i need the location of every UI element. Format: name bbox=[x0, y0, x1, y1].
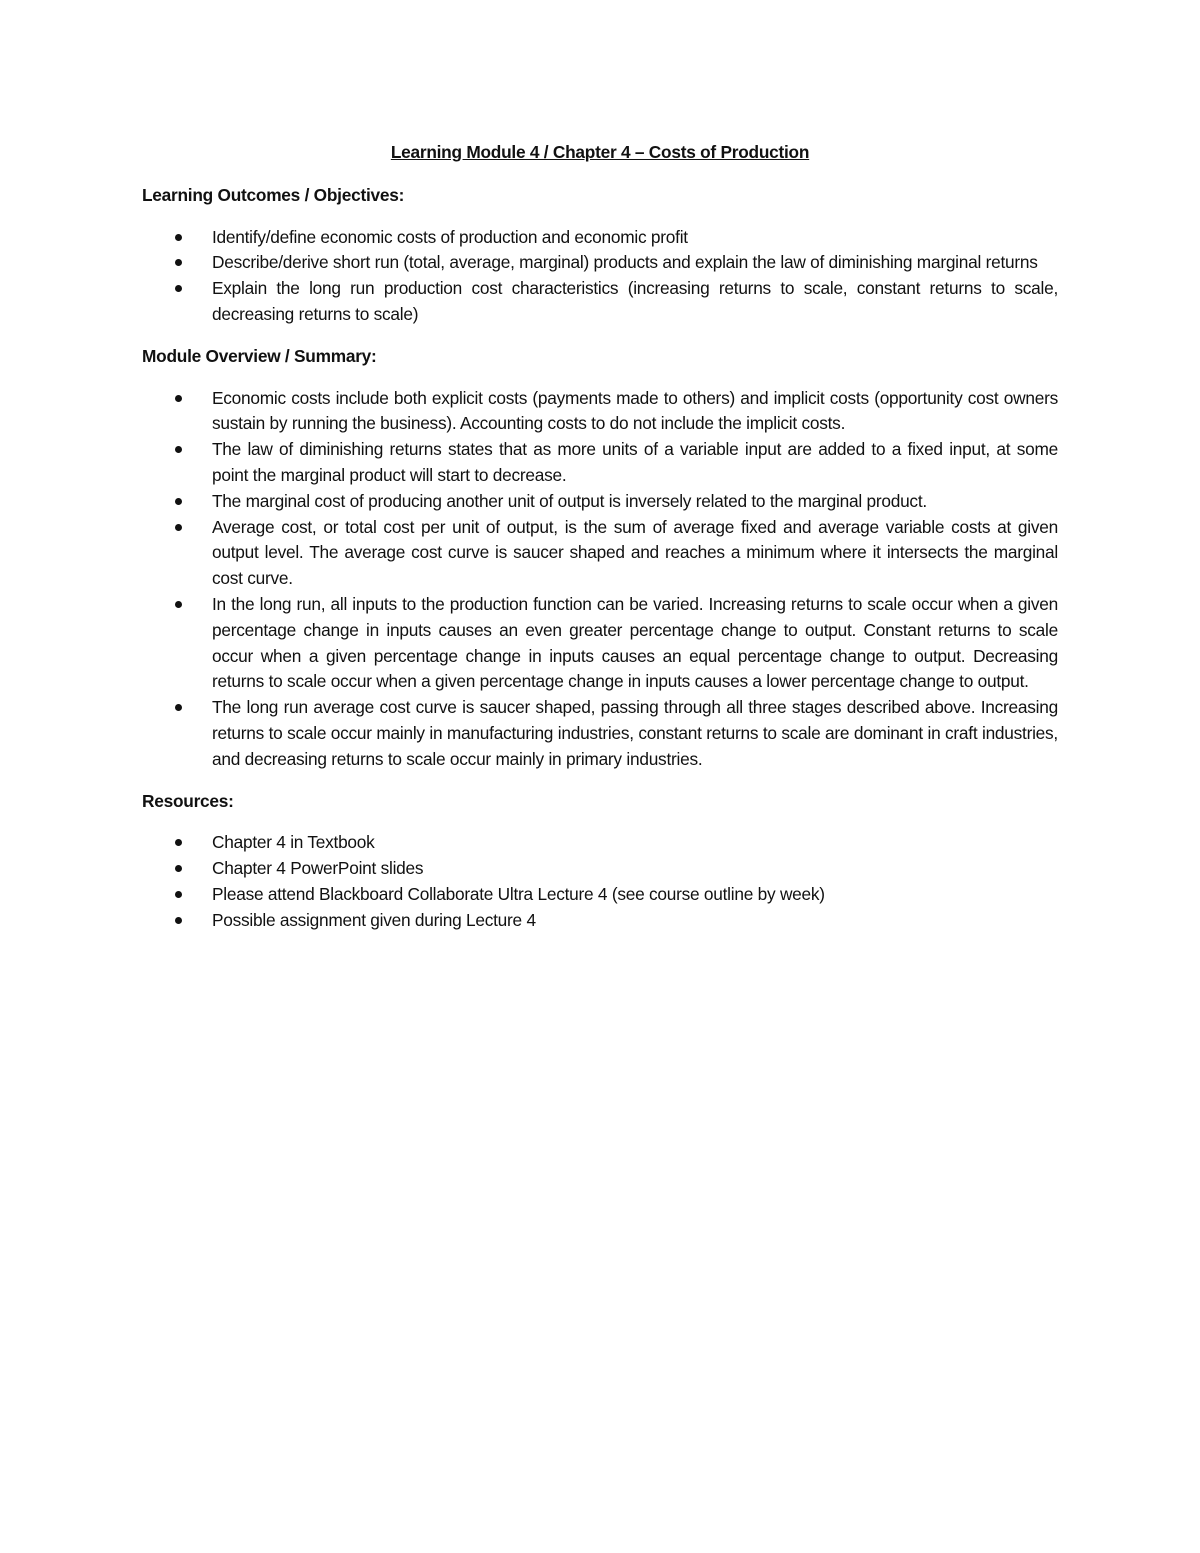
list-item-text: Identify/define economic costs of production and economic profit bbox=[212, 226, 688, 247]
list-item-text: Economic costs include both explicit costs (payments made to others) and implicit costs (opportunity cost owners sustain by running the business). Accounting costs to do not include the implicit costs. bbox=[212, 387, 1058, 434]
list-item bbox=[142, 882, 1058, 908]
section-heading-learning-outcomes: Learning Outcomes / Objectives: bbox=[142, 184, 405, 205]
list-item-text: Chapter 4 in Textbook bbox=[212, 832, 375, 853]
list-item-text: Please attend Blackboard Collaborate Ultra Lecture 4 (see course outline by week) bbox=[212, 883, 825, 904]
section-heading-resources: Resources: bbox=[142, 790, 234, 811]
bullet-icon bbox=[175, 446, 182, 453]
list-item bbox=[142, 489, 1058, 515]
module-overview-list bbox=[142, 386, 1058, 773]
section-heading-module-overview: Module Overview / Summary: bbox=[142, 345, 377, 366]
list-item-text: In the long run, all inputs to the production function can be varied. Increasing returns to scale occur when a given percentage change in inputs causes an even greater percentage change to output. Constant returns to scale occur when a given percentage change in inputs causes an equal percentage change to output. Decreasing returns to scale occur when a given percentage change in inputs causes a lower percentage change to output. bbox=[212, 593, 1058, 692]
bullet-icon bbox=[175, 234, 182, 241]
list-item-text: The long run average cost curve is saucer shaped, passing through all three stages described above. Increasing returns to scale occur mainly in manufacturing industries, constant returns to scale are dominant in craft industries, and decreasing returns to scale occur mainly in primary industries. bbox=[212, 697, 1058, 769]
list-item bbox=[142, 856, 1058, 882]
resources-list bbox=[142, 830, 1058, 933]
list-item-text: The law of diminishing returns states that as more units of a variable input are added to a fixed input, at some point the marginal product will start to decrease. bbox=[212, 439, 1058, 485]
document-body bbox=[142, 140, 1058, 950]
document-title: Learning Module 4 / Chapter 4 – Costs of Production bbox=[390, 142, 810, 162]
bullet-icon bbox=[175, 865, 182, 872]
bullet-icon bbox=[175, 259, 182, 266]
list-item bbox=[142, 437, 1058, 489]
bullet-icon bbox=[175, 601, 182, 608]
bullet-icon bbox=[175, 704, 182, 711]
list-item bbox=[142, 250, 1058, 276]
list-item-text: Chapter 4 PowerPoint slides bbox=[212, 858, 424, 879]
list-item bbox=[142, 695, 1058, 772]
learning-outcomes-list bbox=[142, 225, 1058, 328]
bullet-icon bbox=[175, 498, 182, 505]
list-item bbox=[142, 830, 1058, 856]
list-item bbox=[142, 908, 1058, 934]
bullet-icon bbox=[175, 917, 182, 924]
list-item bbox=[142, 515, 1058, 592]
bullet-icon bbox=[175, 839, 182, 846]
list-item-text: The marginal cost of producing another unit of output is inversely related to the marginal product. bbox=[212, 490, 927, 511]
list-item bbox=[142, 276, 1058, 328]
bullet-icon bbox=[175, 395, 182, 402]
bullet-icon bbox=[175, 524, 182, 531]
bullet-icon bbox=[175, 891, 182, 898]
list-item bbox=[142, 386, 1058, 438]
bullet-icon bbox=[175, 285, 182, 292]
list-item-text: Possible assignment given during Lecture 4 bbox=[212, 909, 536, 930]
list-item-text: Describe/derive short run (total, average, marginal) products and explain the law of diminishing marginal returns bbox=[212, 252, 1038, 273]
list-item-text: Average cost, or total cost per unit of output, is the sum of average fixed and average variable costs at given output level. The average cost curve is saucer shaped and reaches a minimum where it intersects the marginal cost curve. bbox=[212, 516, 1058, 589]
list-item-text: Explain the long run production cost characteristics (increasing returns to scale, constant returns to scale, decreasing returns to scale) bbox=[212, 278, 1058, 324]
list-item bbox=[142, 592, 1058, 695]
list-item bbox=[142, 225, 1058, 251]
